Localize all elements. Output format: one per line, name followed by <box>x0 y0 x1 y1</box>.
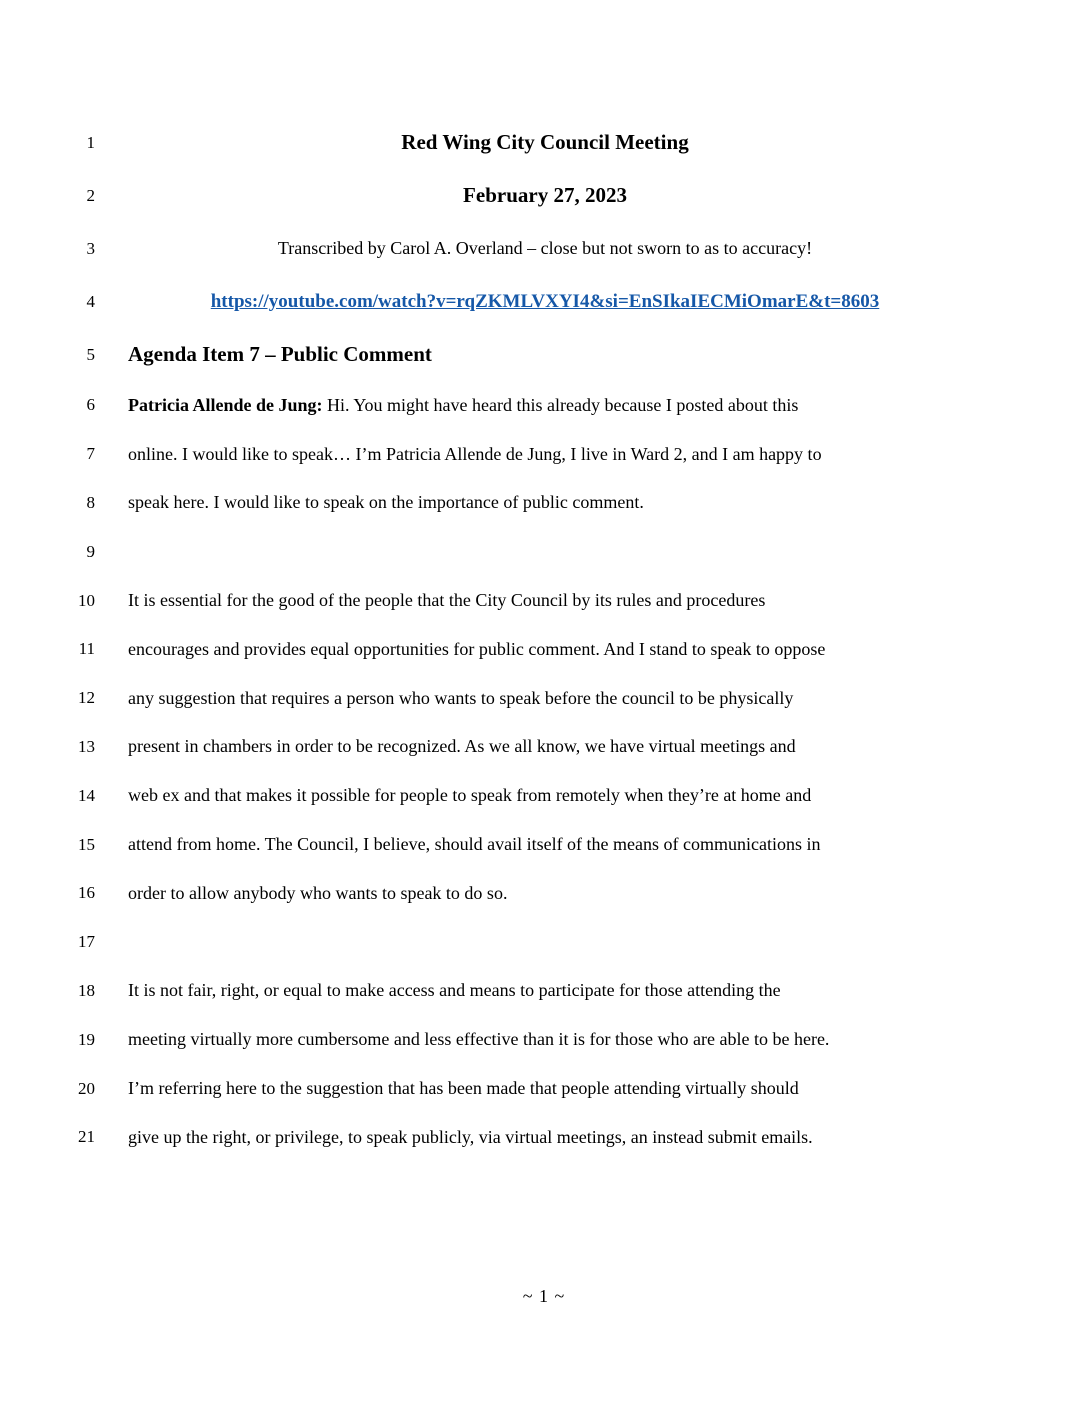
line-number: 14 <box>78 785 95 805</box>
line-number: 21 <box>78 1127 95 1147</box>
line-number: 18 <box>78 980 95 1000</box>
line-number: 7 <box>86 444 95 464</box>
line-number: 10 <box>78 590 95 610</box>
line-text: encourages and provides equal opportunities for public comment. And I stand to speak to oppose <box>128 638 826 659</box>
line-content <box>128 736 962 757</box>
line-text: meeting virtually more cumbersome and less effective than it is for those who are able to be here. <box>128 1029 830 1050</box>
transcript-line <box>0 820 1088 869</box>
line-content <box>128 1127 962 1148</box>
line-number: 13 <box>78 736 95 756</box>
line-number: 6 <box>86 395 95 415</box>
transcript-line <box>0 576 1088 625</box>
line-content <box>128 395 962 416</box>
line-number: 5 <box>86 344 95 364</box>
line-content <box>128 1078 962 1099</box>
transcript-line <box>0 169 1088 222</box>
transcript-line <box>0 674 1088 723</box>
line-number: 3 <box>86 238 95 258</box>
line-content <box>128 444 962 465</box>
transcript-line <box>0 1015 1088 1064</box>
line-content <box>128 785 962 806</box>
line-number: 12 <box>78 688 95 708</box>
line-text: It is essential for the good of the people that the City Council by its rules and procedures <box>128 590 766 611</box>
line-content <box>128 291 962 313</box>
page-number: ~ 1 ~ <box>522 1286 566 1306</box>
line-text: I’m referring here to the suggestion that has been made that people attending virtually should <box>128 1078 799 1099</box>
transcript-line <box>0 771 1088 820</box>
transcript-line <box>0 222 1088 275</box>
line-content <box>128 590 962 611</box>
transcript-line <box>0 1064 1088 1113</box>
line-number: 19 <box>78 1029 95 1049</box>
speaker-name: Patricia Allende de Jung: <box>128 394 327 415</box>
line-number: 20 <box>78 1078 95 1098</box>
line-content <box>128 834 962 855</box>
transcript-line <box>0 479 1088 528</box>
transcript-line <box>0 381 1088 430</box>
line-number: 4 <box>86 291 95 311</box>
line-number: 1 <box>86 132 95 152</box>
line-content <box>128 1029 962 1050</box>
line-content <box>128 639 962 660</box>
line-number: 9 <box>86 541 95 561</box>
line-number: 2 <box>86 185 95 205</box>
line-text: web ex and that makes it possible for people to speak from remotely when they’re at home and <box>128 785 812 806</box>
line-content <box>128 492 962 513</box>
line-text: Transcribed by Carol A. Overland – close but not sworn to as to accuracy! <box>277 238 813 258</box>
line-content <box>128 688 962 709</box>
line-text: February 27, 2023 <box>463 183 627 207</box>
line-number: 8 <box>86 492 95 512</box>
line-content <box>128 342 962 367</box>
line-text: attend from home. The Council, I believe, should avail itself of the means of communications in <box>128 834 821 855</box>
line-text: speak here. I would like to speak on the importance of public comment. <box>128 492 644 513</box>
line-text: Agenda Item 7 – Public Comment <box>128 342 432 366</box>
line-text: Hi. You might have heard this already because I posted about this <box>327 394 799 415</box>
line-text: It is not fair, right, or equal to make access and means to participate for those attending the <box>128 980 781 1001</box>
transcript-line <box>0 967 1088 1016</box>
line-number: 17 <box>78 932 95 952</box>
line-text: any suggestion that requires a person who wants to speak before the council to be physically <box>128 687 794 708</box>
transcript-line <box>0 723 1088 772</box>
line-number: 11 <box>78 639 95 659</box>
transcript-line <box>0 869 1088 918</box>
line-content <box>128 130 962 155</box>
line-content <box>128 183 962 208</box>
line-number: 16 <box>78 883 95 903</box>
line-text: Red Wing City Council Meeting <box>401 130 689 154</box>
transcript-line <box>0 1113 1088 1162</box>
line-number: 15 <box>78 834 95 854</box>
line-text: online. I would like to speak… I’m Patricia Allende de Jung, I live in Ward 2, and I am happy to <box>128 443 822 464</box>
transcript-line <box>0 275 1088 328</box>
transcript-line <box>0 430 1088 479</box>
line-text: present in chambers in order to be recognized. As we all know, we have virtual meetings and <box>128 736 796 757</box>
line-text: give up the right, or privilege, to speak publicly, via virtual meetings, an instead submit emails. <box>128 1126 813 1147</box>
transcript-line <box>0 328 1088 381</box>
youtube-link[interactable]: https://youtube.com/watch?v=rqZKMLVXYI4&si=EnSIkaIECMiOmarE&t=8603 <box>210 290 880 312</box>
line-content <box>128 238 962 259</box>
transcript-line <box>0 918 1088 967</box>
line-content <box>128 883 962 904</box>
line-content <box>128 980 962 1001</box>
transcript-line <box>0 625 1088 674</box>
line-text: order to allow anybody who wants to speak to do so. <box>128 882 508 903</box>
transcript-line <box>0 527 1088 576</box>
transcript-line <box>0 116 1088 169</box>
